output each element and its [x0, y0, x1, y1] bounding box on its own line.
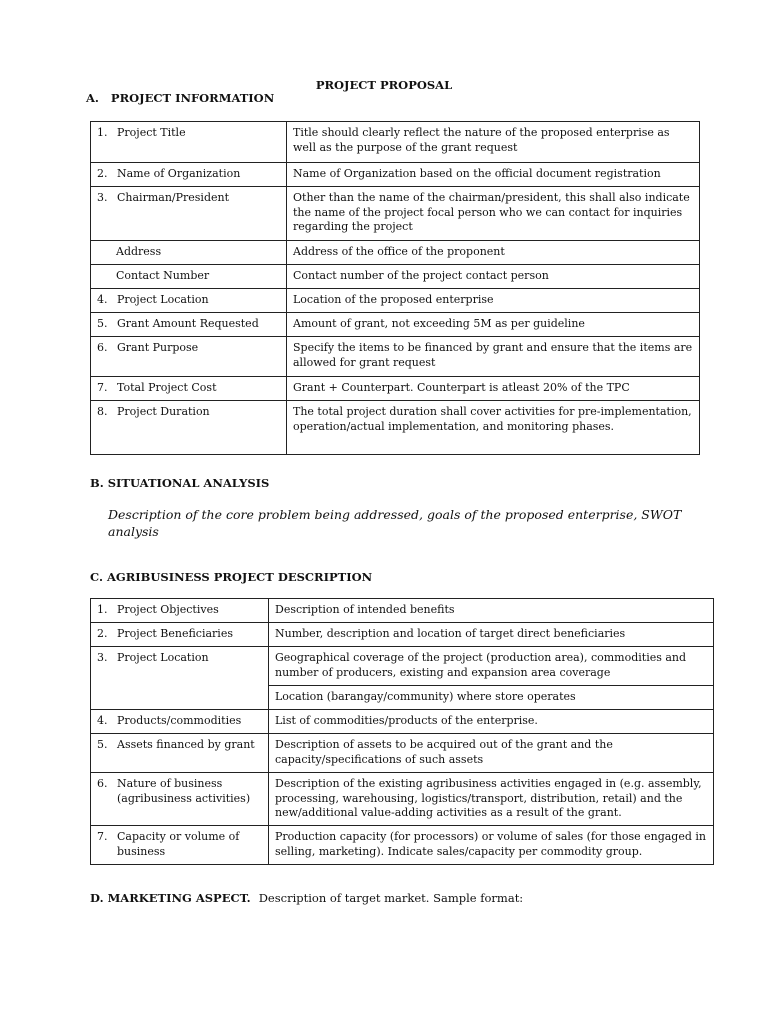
field-label	[91, 623, 269, 647]
field-description: List of commodities/products of the enterprise.	[269, 710, 714, 734]
field-description: Description of intended benefits	[269, 599, 714, 623]
table-row	[91, 337, 700, 377]
section-c-heading: C. AGRIBUSINESS PROJECT DESCRIPTION	[90, 570, 373, 584]
table-row	[91, 377, 700, 401]
field-description: Other than the name of the chairman/president, this shall also indicate the name of the project focal person who we can contact for inquiries regarding the project	[287, 187, 700, 241]
field-name: Project Duration	[117, 405, 210, 418]
row-number: 8.	[97, 405, 108, 418]
table-row	[91, 401, 700, 455]
agribusiness-description-table	[90, 598, 714, 865]
row-number: 4.	[97, 714, 108, 727]
row-number: 4.	[97, 293, 108, 306]
field-label	[91, 401, 287, 455]
table-row	[91, 265, 700, 289]
field-name: Grant Purpose	[117, 341, 199, 354]
row-number: 6.	[97, 341, 108, 354]
field-name: Project Title	[117, 126, 186, 139]
table-row	[91, 187, 700, 241]
table-row	[91, 623, 714, 647]
field-label	[91, 647, 269, 710]
row-number: 7.	[97, 381, 108, 394]
section-d-heading	[90, 891, 523, 905]
field-label: Address	[91, 241, 287, 265]
row-number: 1.	[97, 126, 108, 139]
field-name: Products/commodities	[117, 714, 242, 727]
table-row	[91, 163, 700, 187]
field-description: Description of assets to be acquired out of the grant and the capacity/specifications of such assets	[269, 734, 714, 773]
table-row	[91, 734, 714, 773]
table-row	[91, 313, 700, 337]
field-name: Project Beneficiaries	[117, 627, 233, 640]
row-number: 3.	[97, 651, 108, 664]
field-name: Capacity or volume of business	[117, 830, 240, 858]
field-description: The total project duration shall cover activities for pre-implementation, operation/actual implementation, and monitoring phases.	[287, 401, 700, 455]
field-name: Assets financed by grant	[117, 738, 255, 751]
field-description: Location of the proposed enterprise	[287, 289, 700, 313]
project-information-table	[90, 121, 700, 455]
table-row	[91, 710, 714, 734]
table-row	[91, 773, 714, 826]
table-row	[91, 241, 700, 265]
field-label	[91, 122, 287, 163]
field-label	[91, 337, 287, 377]
row-number: 3.	[97, 191, 108, 204]
section-d-title: D. MARKETING ASPECT.	[90, 891, 251, 905]
field-label	[91, 773, 269, 826]
field-description: Production capacity (for processors) or volume of sales (for those engaged in selling, marketing). Indicate sales/capacity per commodity group.	[269, 826, 714, 865]
field-name: Nature of business (agribusiness activities)	[117, 777, 251, 805]
field-name: Chairman/President	[117, 191, 230, 204]
field-description: Grant + Counterpart. Counterpart is atleast 20% of the TPC	[287, 377, 700, 401]
field-description: Geographical coverage of the project (production area), commodities and number of producers, existing and expansion area coverage	[269, 647, 714, 686]
field-name: Total Project Cost	[117, 381, 217, 394]
row-number: 1.	[97, 603, 108, 616]
section-b-heading: B. SITUATIONAL ANALYSIS	[90, 476, 270, 490]
row-number: 2.	[97, 167, 108, 180]
table-row	[91, 647, 714, 686]
field-name: Project Location	[117, 651, 209, 664]
field-label	[91, 313, 287, 337]
field-label	[91, 289, 287, 313]
field-description: Number, description and location of target direct beneficiaries	[269, 623, 714, 647]
table-row	[91, 599, 714, 623]
field-description: Name of Organization based on the official document registration	[287, 163, 700, 187]
row-number: 7.	[97, 830, 108, 843]
field-name: Name of Organization	[117, 167, 241, 180]
field-description: Description of the existing agribusiness activities engaged in (e.g. assembly, processing, warehousing, logistics/transport, distribution, retail) and the new/additional value-adding activities as a result of the grant.	[269, 773, 714, 826]
row-number: 5.	[97, 738, 108, 751]
field-name: Project Objectives	[117, 603, 219, 616]
field-label	[91, 710, 269, 734]
row-number: 6.	[97, 777, 108, 790]
field-label	[91, 187, 287, 241]
document-title: PROJECT PROPOSAL	[315, 78, 453, 92]
table-row	[91, 122, 700, 163]
field-label	[91, 826, 269, 865]
situational-analysis-description: Description of the core problem being addressed, goals of the proposed enterprise, SWOT analysis	[108, 507, 682, 539]
field-name: Project Location	[117, 293, 209, 306]
field-description: Amount of grant, not exceeding 5M as per guideline	[287, 313, 700, 337]
table-row	[91, 289, 700, 313]
section-a-heading: A. PROJECT INFORMATION	[86, 91, 275, 105]
field-description: Location (barangay/community) where store operates	[269, 686, 714, 710]
marketing-aspect-description: Description of target market. Sample format:	[258, 891, 524, 905]
field-label: Contact Number	[91, 265, 287, 289]
field-label	[91, 599, 269, 623]
row-number: 5.	[97, 317, 108, 330]
field-description: Specify the items to be financed by grant and ensure that the items are allowed for grant request	[287, 337, 700, 377]
field-name: Grant Amount Requested	[117, 317, 259, 330]
field-description: Contact number of the project contact person	[287, 265, 700, 289]
field-description: Title should clearly reflect the nature of the proposed enterprise as well as the purpose of the grant request	[287, 122, 700, 163]
field-label	[91, 377, 287, 401]
field-label	[91, 734, 269, 773]
field-description: Address of the office of the proponent	[287, 241, 700, 265]
row-number: 2.	[97, 627, 108, 640]
table-row	[91, 826, 714, 865]
field-label	[91, 163, 287, 187]
